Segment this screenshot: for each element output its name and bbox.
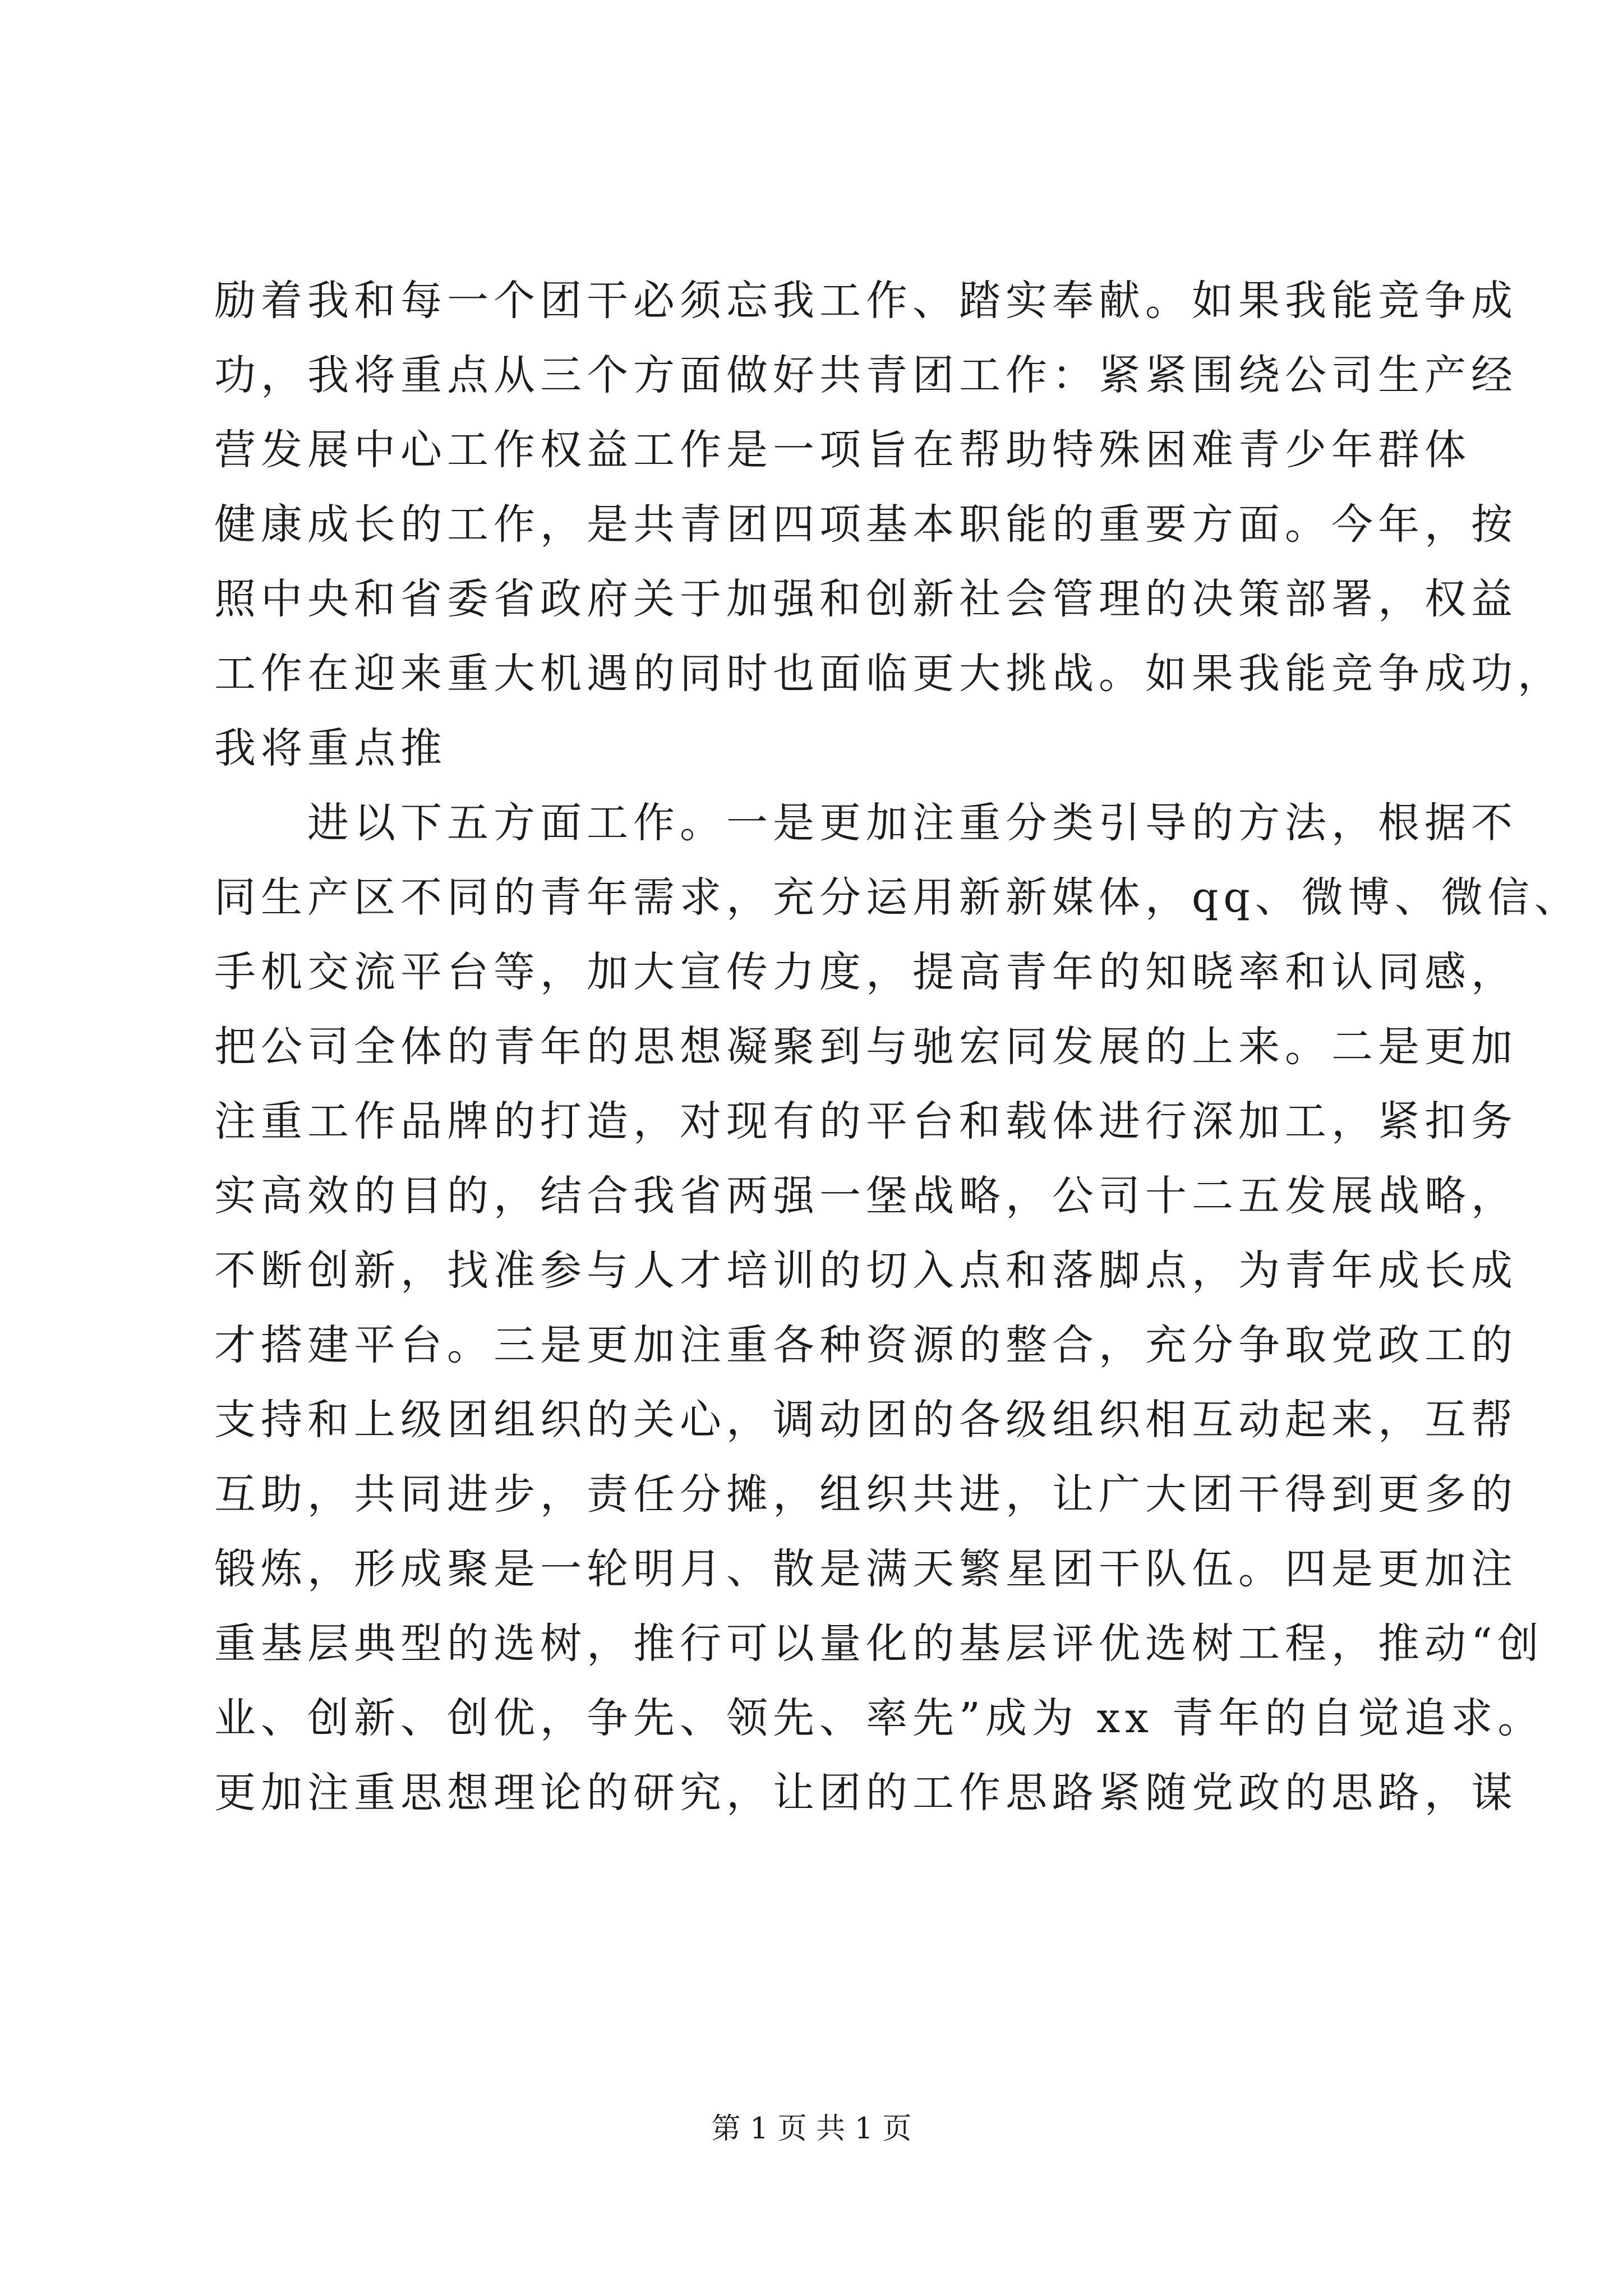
text-line: 营发展中心工作权益工作是一项旨在帮助特殊困难青少年群体 bbox=[214, 426, 1471, 474]
text-line: 健康成长的工作，是共青团四项基本职能的重要方面。今年，按 bbox=[214, 500, 1518, 549]
text-line: 手机交流平台等，加大宣传力度，提高青年的知晓率和认同感， bbox=[214, 948, 1518, 996]
text-line: 工作在迎来重大机遇的同时也面临更大挑战。如果我能竞争成功， bbox=[214, 650, 1564, 698]
text-line: 照中央和省委省政府关于加强和创新社会管理的决策部署，权益 bbox=[214, 575, 1518, 623]
text-line: 我将重点推 bbox=[214, 724, 447, 772]
text-line: 注重工作品牌的打造，对现有的平台和载体进行深加工，紧扣务 bbox=[214, 1097, 1518, 1145]
text-line: 互助，共同进步，责任分摊，组织共进，让广大团干得到更多的 bbox=[214, 1470, 1518, 1519]
text-line: 支持和上级团组织的关心，调动团的各级组织相互动起来，互帮 bbox=[214, 1396, 1518, 1444]
text-line: 实高效的目的，结合我省两强一堡战略，公司十二五发展战略， bbox=[214, 1172, 1518, 1220]
text-line: 把公司全体的青年的思想凝聚到与驰宏同发展的上来。二是更加 bbox=[214, 1023, 1518, 1071]
text-line: 业、创新、创优，争先、领先、率先”成为 xx 青年的自觉追求。 bbox=[214, 1694, 1544, 1742]
text-line: 不断创新，找准参与人才培训的切入点和落脚点，为青年成长成 bbox=[214, 1246, 1518, 1295]
text-line: 重基层典型的选树，推行可以量化的基层评优选树工程，推动“创 bbox=[214, 1619, 1544, 1668]
text-line: 才搭建平台。三是更加注重各种资源的整合，充分争取党政工的 bbox=[214, 1321, 1518, 1369]
text-line: 励着我和每一个团干必须忘我工作、踏实奉献。如果我能竞争成 bbox=[214, 277, 1518, 325]
text-line: 锻炼，形成聚是一轮明月、散是满天繁星团干队伍。四是更加注 bbox=[214, 1545, 1518, 1593]
page-footer: 第 1 页 共 1 页 bbox=[711, 2112, 912, 2146]
text-line: 功，我将重点从三个方面做好共青团工作：紧紧围绕公司生产经 bbox=[214, 351, 1518, 399]
text-line: 同生产区不同的青年需求，充分运用新新媒体，qq、微博、微信、 bbox=[214, 873, 1581, 922]
text-line: 更加注重思想理论的研究，让团的工作思路紧随党政的思路，谋 bbox=[214, 1769, 1518, 1817]
document-body bbox=[214, 264, 1581, 1830]
text-line: 进以下五方面工作。一是更加注重分类引导的方法，根据不 bbox=[214, 799, 1518, 847]
